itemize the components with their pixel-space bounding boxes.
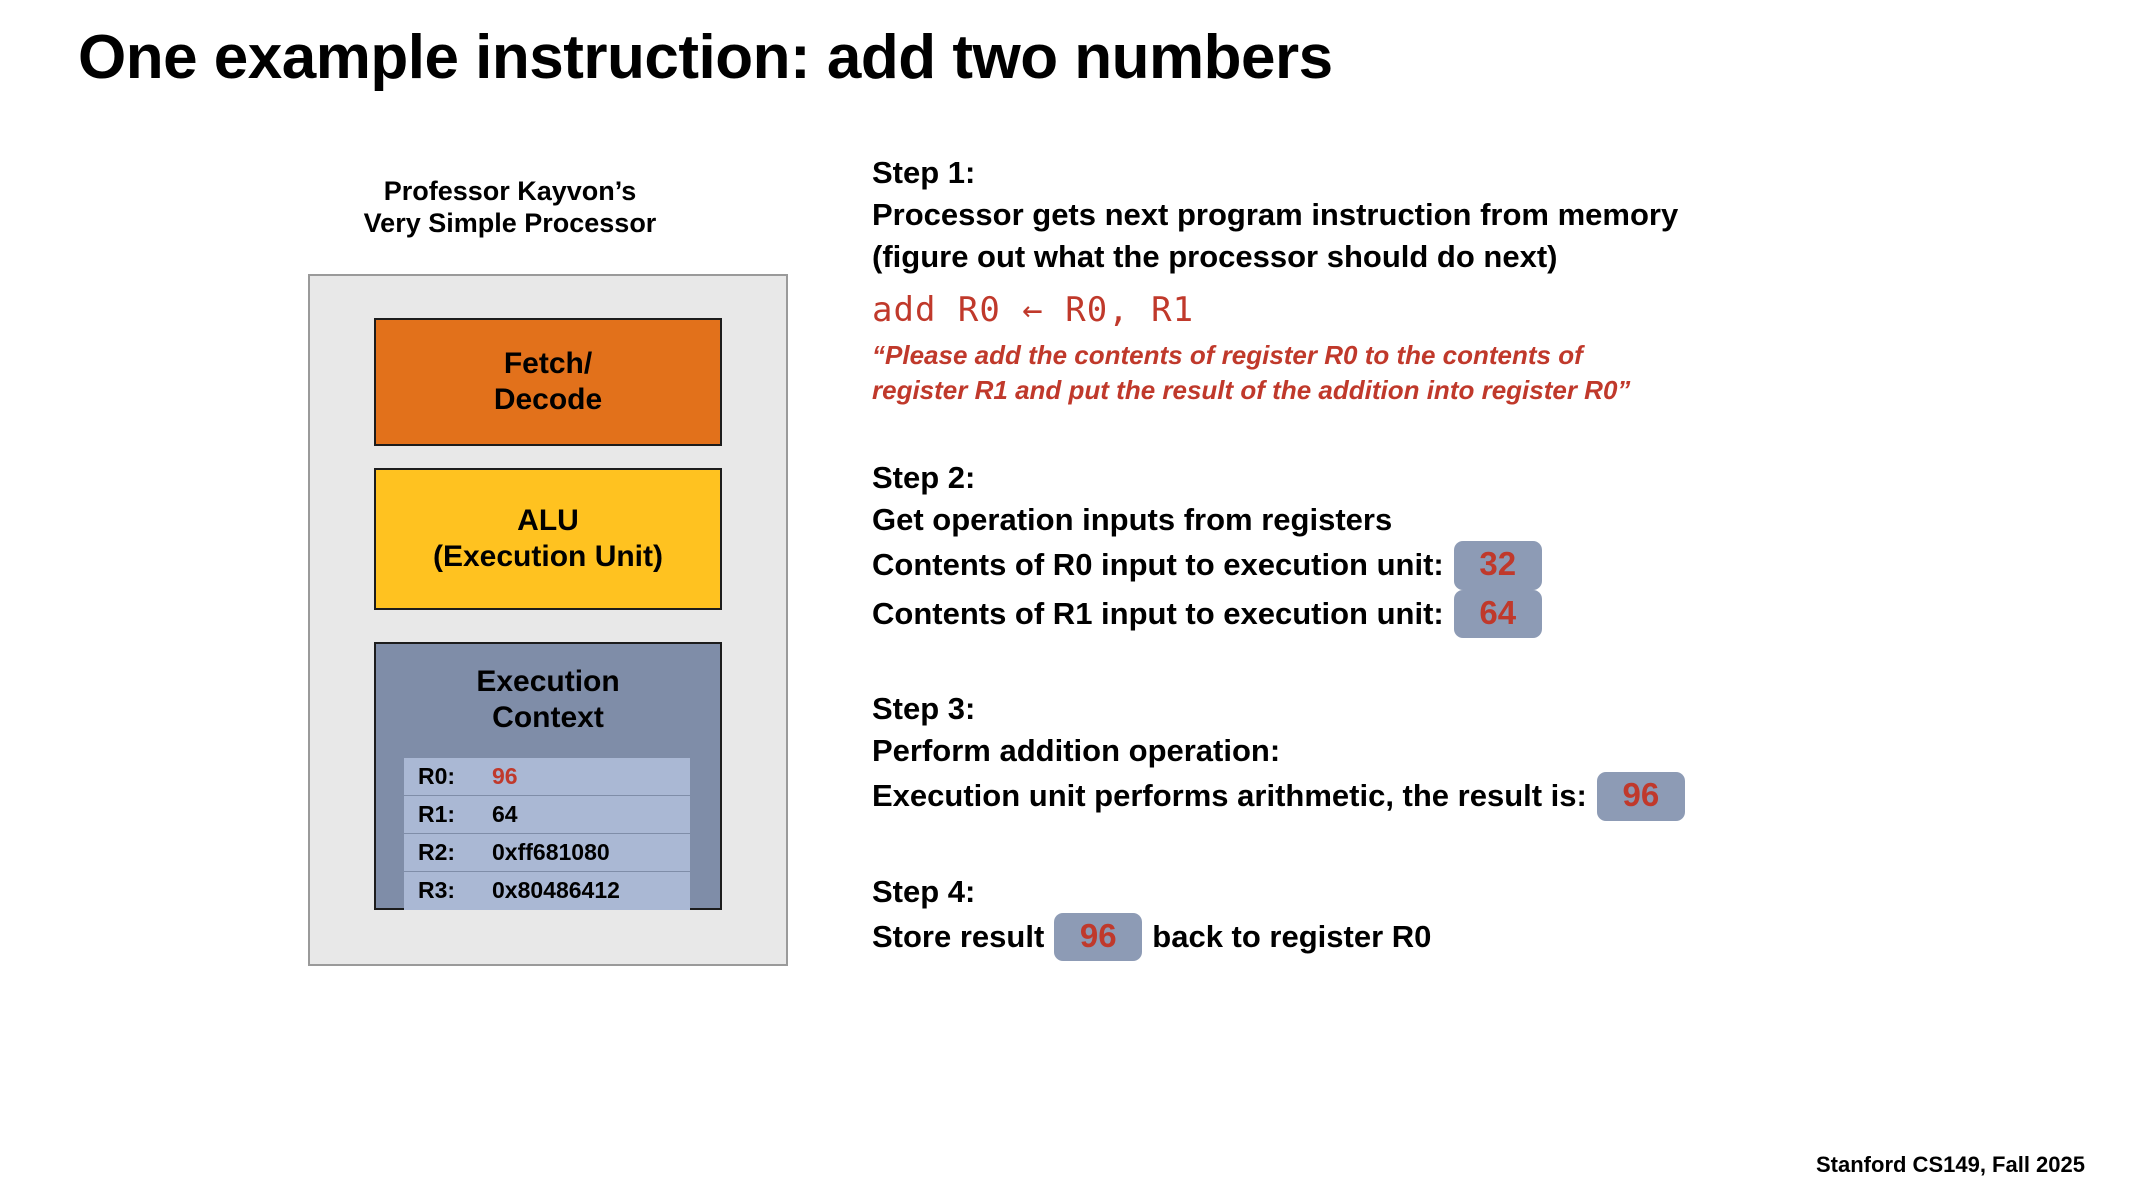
- step-3-result-text: Execution unit performs arithmetic, the result is:: [872, 778, 1587, 814]
- register-name: R0:: [418, 762, 456, 789]
- processor-diagram: [308, 274, 788, 966]
- fetch-decode-label-line2: Decode: [493, 383, 603, 416]
- step-4-heading: Step 4:: [872, 873, 976, 909]
- step-2-line-2: [872, 541, 2052, 589]
- step-1-line-1: Processor gets next program instruction from memory: [872, 197, 1679, 233]
- table-row: [404, 796, 690, 834]
- processor-caption: [310, 176, 710, 240]
- execution-context-label-line2: Context: [492, 701, 604, 734]
- execution-context-unit: [374, 642, 722, 910]
- register-value: 64: [492, 800, 518, 827]
- footer-credit: Stanford CS149, Fall 2025: [1816, 1152, 2085, 1177]
- alu-unit: [374, 468, 722, 610]
- table-row: [404, 872, 690, 910]
- result-value-chip: 96: [1597, 772, 1685, 820]
- register-table: [404, 758, 690, 910]
- step-2: [872, 457, 2052, 638]
- step-2-r1-text: Contents of R1 input to execution unit:: [872, 595, 1444, 631]
- step-4-suffix-text: back to register R0: [1152, 918, 1432, 954]
- step-2-line-3: [872, 590, 2052, 638]
- register-value: 0x80486412: [492, 877, 620, 904]
- step-2-r0-text: Contents of R0 input to execution unit:: [872, 547, 1444, 583]
- step-2-line-1: Get operation inputs from registers: [872, 502, 1393, 538]
- register-name: R2:: [418, 838, 456, 865]
- step-1-heading: Step 1:: [872, 155, 976, 190]
- fetch-decode-unit: [374, 318, 722, 446]
- execution-context-label: [476, 664, 619, 736]
- register-name: R3:: [418, 877, 456, 904]
- instruction-explanation-line-1: “Please add the contents of register R0 to the contents of: [872, 340, 1583, 371]
- execution-context-label-line1: Execution: [476, 665, 620, 698]
- instruction-explanation-line-2: register R1 and put the result of the addition into register R0”: [872, 374, 1631, 405]
- r1-value-chip: 64: [1454, 590, 1542, 638]
- register-value: 0xff681080: [492, 838, 610, 865]
- table-row: [404, 834, 690, 872]
- r0-value-chip: 32: [1454, 541, 1542, 589]
- register-value: 96: [492, 762, 518, 789]
- step-2-heading: Step 2:: [872, 460, 976, 496]
- instruction-code: add R0 ← R0, R1: [872, 290, 1195, 331]
- alu-label-line2: (Execution Unit): [433, 540, 663, 573]
- alu-label-line1: ALU: [517, 504, 579, 537]
- step-3-heading: Step 3:: [872, 691, 976, 726]
- table-row: [404, 758, 690, 796]
- step-4: [872, 871, 2052, 961]
- step-1-line-2: (figure out what the processor should do next): [872, 239, 1558, 275]
- page-title: One example instruction: add two numbers: [78, 23, 1333, 92]
- step-1: [872, 152, 2052, 407]
- fetch-decode-label-line1: Fetch/: [503, 347, 593, 380]
- step-4-prefix-text: Store result: [872, 918, 1045, 954]
- store-value-chip: 96: [1054, 913, 1142, 961]
- step-4-line-1: [872, 913, 2052, 961]
- step-3-line-1: Perform addition operation:: [872, 733, 1281, 769]
- step-3-line-2: [872, 772, 2052, 820]
- steps-panel: [872, 152, 2052, 967]
- step-3: [872, 688, 2052, 821]
- processor-caption-line2: Very Simple Processor: [363, 207, 657, 238]
- processor-caption-line1: Professor Kayvon’s: [383, 176, 637, 206]
- register-name: R1:: [418, 800, 456, 827]
